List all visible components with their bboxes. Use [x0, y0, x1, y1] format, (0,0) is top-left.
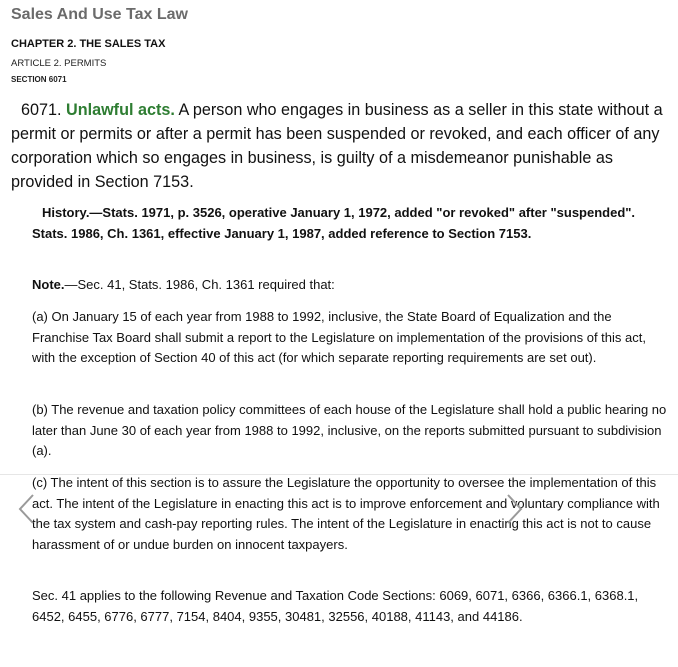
chevron-left-icon: [16, 492, 38, 526]
prev-page-button[interactable]: [16, 492, 38, 526]
chapter-heading: CHAPTER 2. THE SALES TAX: [11, 38, 166, 50]
site-title: Sales And Use Tax Law: [11, 6, 188, 23]
next-page-button[interactable]: [503, 492, 525, 526]
history-note: History.—Stats. 1971, p. 3526, operative January 1, 1972, added "or revoked" after "suspended". Stats. 1986, Ch. 1361, effective January 1, 1987, added reference to Section 7153.: [32, 205, 636, 241]
article-heading: ARTICLE 2. PERMITS: [11, 58, 107, 69]
note-label: Note.: [32, 277, 65, 292]
paragraph-c: (c) The intent of this section is to assure the Legislature the opportunity to oversee the implementation of this act. The intent of the Legislature in enacting this act is to improve enforcement and voluntary compliance with the tax system and cash-pay reporting rules. The intent of the Legislature in enacting this act is not to cause harassment of or undue burden on innocent taxpayers.: [32, 475, 660, 552]
section-heading: Unlawful acts.: [66, 101, 175, 119]
note-intro: [32, 275, 335, 295]
section-label: SECTION 6071: [11, 75, 67, 84]
chevron-right-icon: [503, 492, 525, 526]
sec41-applies: Sec. 41 applies to the following Revenue and Taxation Code Sections: 6069, 6071, 6366, 6366.1, 6368.1, 6452, 6455, 6776, 6777, 7154, 8404, 9355, 30481, 32556, 40188, 41143, and 44186.: [32, 588, 639, 624]
section-number: 6071.: [21, 101, 62, 119]
paragraph-b: (b) The revenue and taxation policy committees of each house of the Legislature shall hold a public hearing no later than June 30 of each year from 1988 to 1992, inclusive, on the reports submitted pursuant to subdivision (a).: [32, 402, 667, 458]
section-body: [11, 98, 671, 194]
paragraph-a: (a) On January 15 of each year from 1988 to 1992, inclusive, the State Board of Equalization and the Franchise Tax Board shall submit a report to the Legislature on implementation of the provisions of this act, with the exception of Section 40 of this act (for which separate reporting requirements are set out).: [32, 309, 646, 365]
note-text: —Sec. 41, Stats. 1986, Ch. 1361 required that:: [64, 277, 335, 292]
section-text: A person who engages in business as a seller in this state without a permit or permits or after a permit has been suspended or revoked, and each officer of any corporation which so engages in business, is guilty of a misdemeanor punishable as provided in Section 7153.: [11, 101, 663, 191]
